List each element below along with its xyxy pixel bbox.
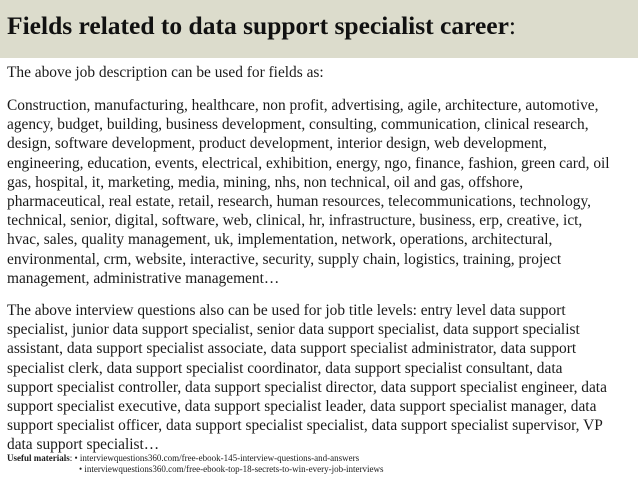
fields-line: environmental, crm, website, interactive, security, supply chain, logistics, training, project xyxy=(7,250,562,268)
footer xyxy=(7,453,384,474)
footer-link-2[interactable]: • interviewquestions360.com/free-ebook-top-18-secrets-to-win-every-job-interviews xyxy=(79,464,384,474)
footer-link-1[interactable]: interviewquestions360.com/free-ebook-145-interview-questions-and-answers xyxy=(79,453,360,463)
fields-paragraph xyxy=(7,96,633,288)
title-bar xyxy=(0,0,638,58)
levels-line: The above interview questions also can be used for job title levels: entry level data support xyxy=(7,302,566,319)
levels-line: support specialist executive, data support specialist leader, data support specialist manager, data xyxy=(7,398,597,416)
fields-line: management, administrative management… xyxy=(7,269,280,287)
fields-line: hvac, sales, quality management, uk, implementation, network, operations, architectural, xyxy=(7,231,553,249)
levels-line: support specialist controller, data support specialist director, data support specialist engineer, data xyxy=(7,378,607,396)
levels-line: specialist, junior data support specialist, senior data support specialist, data support specialist xyxy=(7,321,580,339)
footer-separator: : • xyxy=(69,453,80,463)
intro-paragraph: The above job description can be used for fields as: xyxy=(7,64,324,81)
levels-line: support specialist officer, data support specialist specialist, data support specialist supervisor, VP xyxy=(7,417,603,435)
fields-line: design, software development, product development, interior design, web development, xyxy=(7,135,547,153)
fields-line: pharmaceutical, real estate, retail, research, human resources, telecommunications, technology, xyxy=(7,193,592,211)
fields-line: agency, budget, building, business development, consulting, communication, clinical research, xyxy=(7,116,589,134)
slide-title xyxy=(7,11,516,41)
fields-line: Construction, manufacturing, healthcare, non profit, advertising, agile, architecture, automotive, xyxy=(7,97,599,114)
levels-line: data support specialist… xyxy=(7,436,160,454)
fields-line: engineering, education, events, electrical, exhibition, energy, ngo, finance, fashion, green card, oil xyxy=(7,154,610,172)
levels-paragraph xyxy=(7,301,633,455)
levels-line: specialist clerk, data support specialist coordinator, data support specialist consultant, data xyxy=(7,359,563,377)
slide-title-colon: : xyxy=(508,11,517,40)
levels-line: assistant, data support specialist associate, data support specialist administrator, data support xyxy=(7,340,577,358)
slide-title-text: Fields related to data support specialist career xyxy=(7,11,509,40)
fields-line: technical, senior, digital, software, web, clinical, hr, infrastructure, business, erp, creative, ict, xyxy=(7,212,583,230)
fields-line: gas, hospital, it, marketing, media, mining, nhs, non technical, oil and gas, offshore, xyxy=(7,173,524,191)
footer-label: Useful materials xyxy=(7,453,70,463)
